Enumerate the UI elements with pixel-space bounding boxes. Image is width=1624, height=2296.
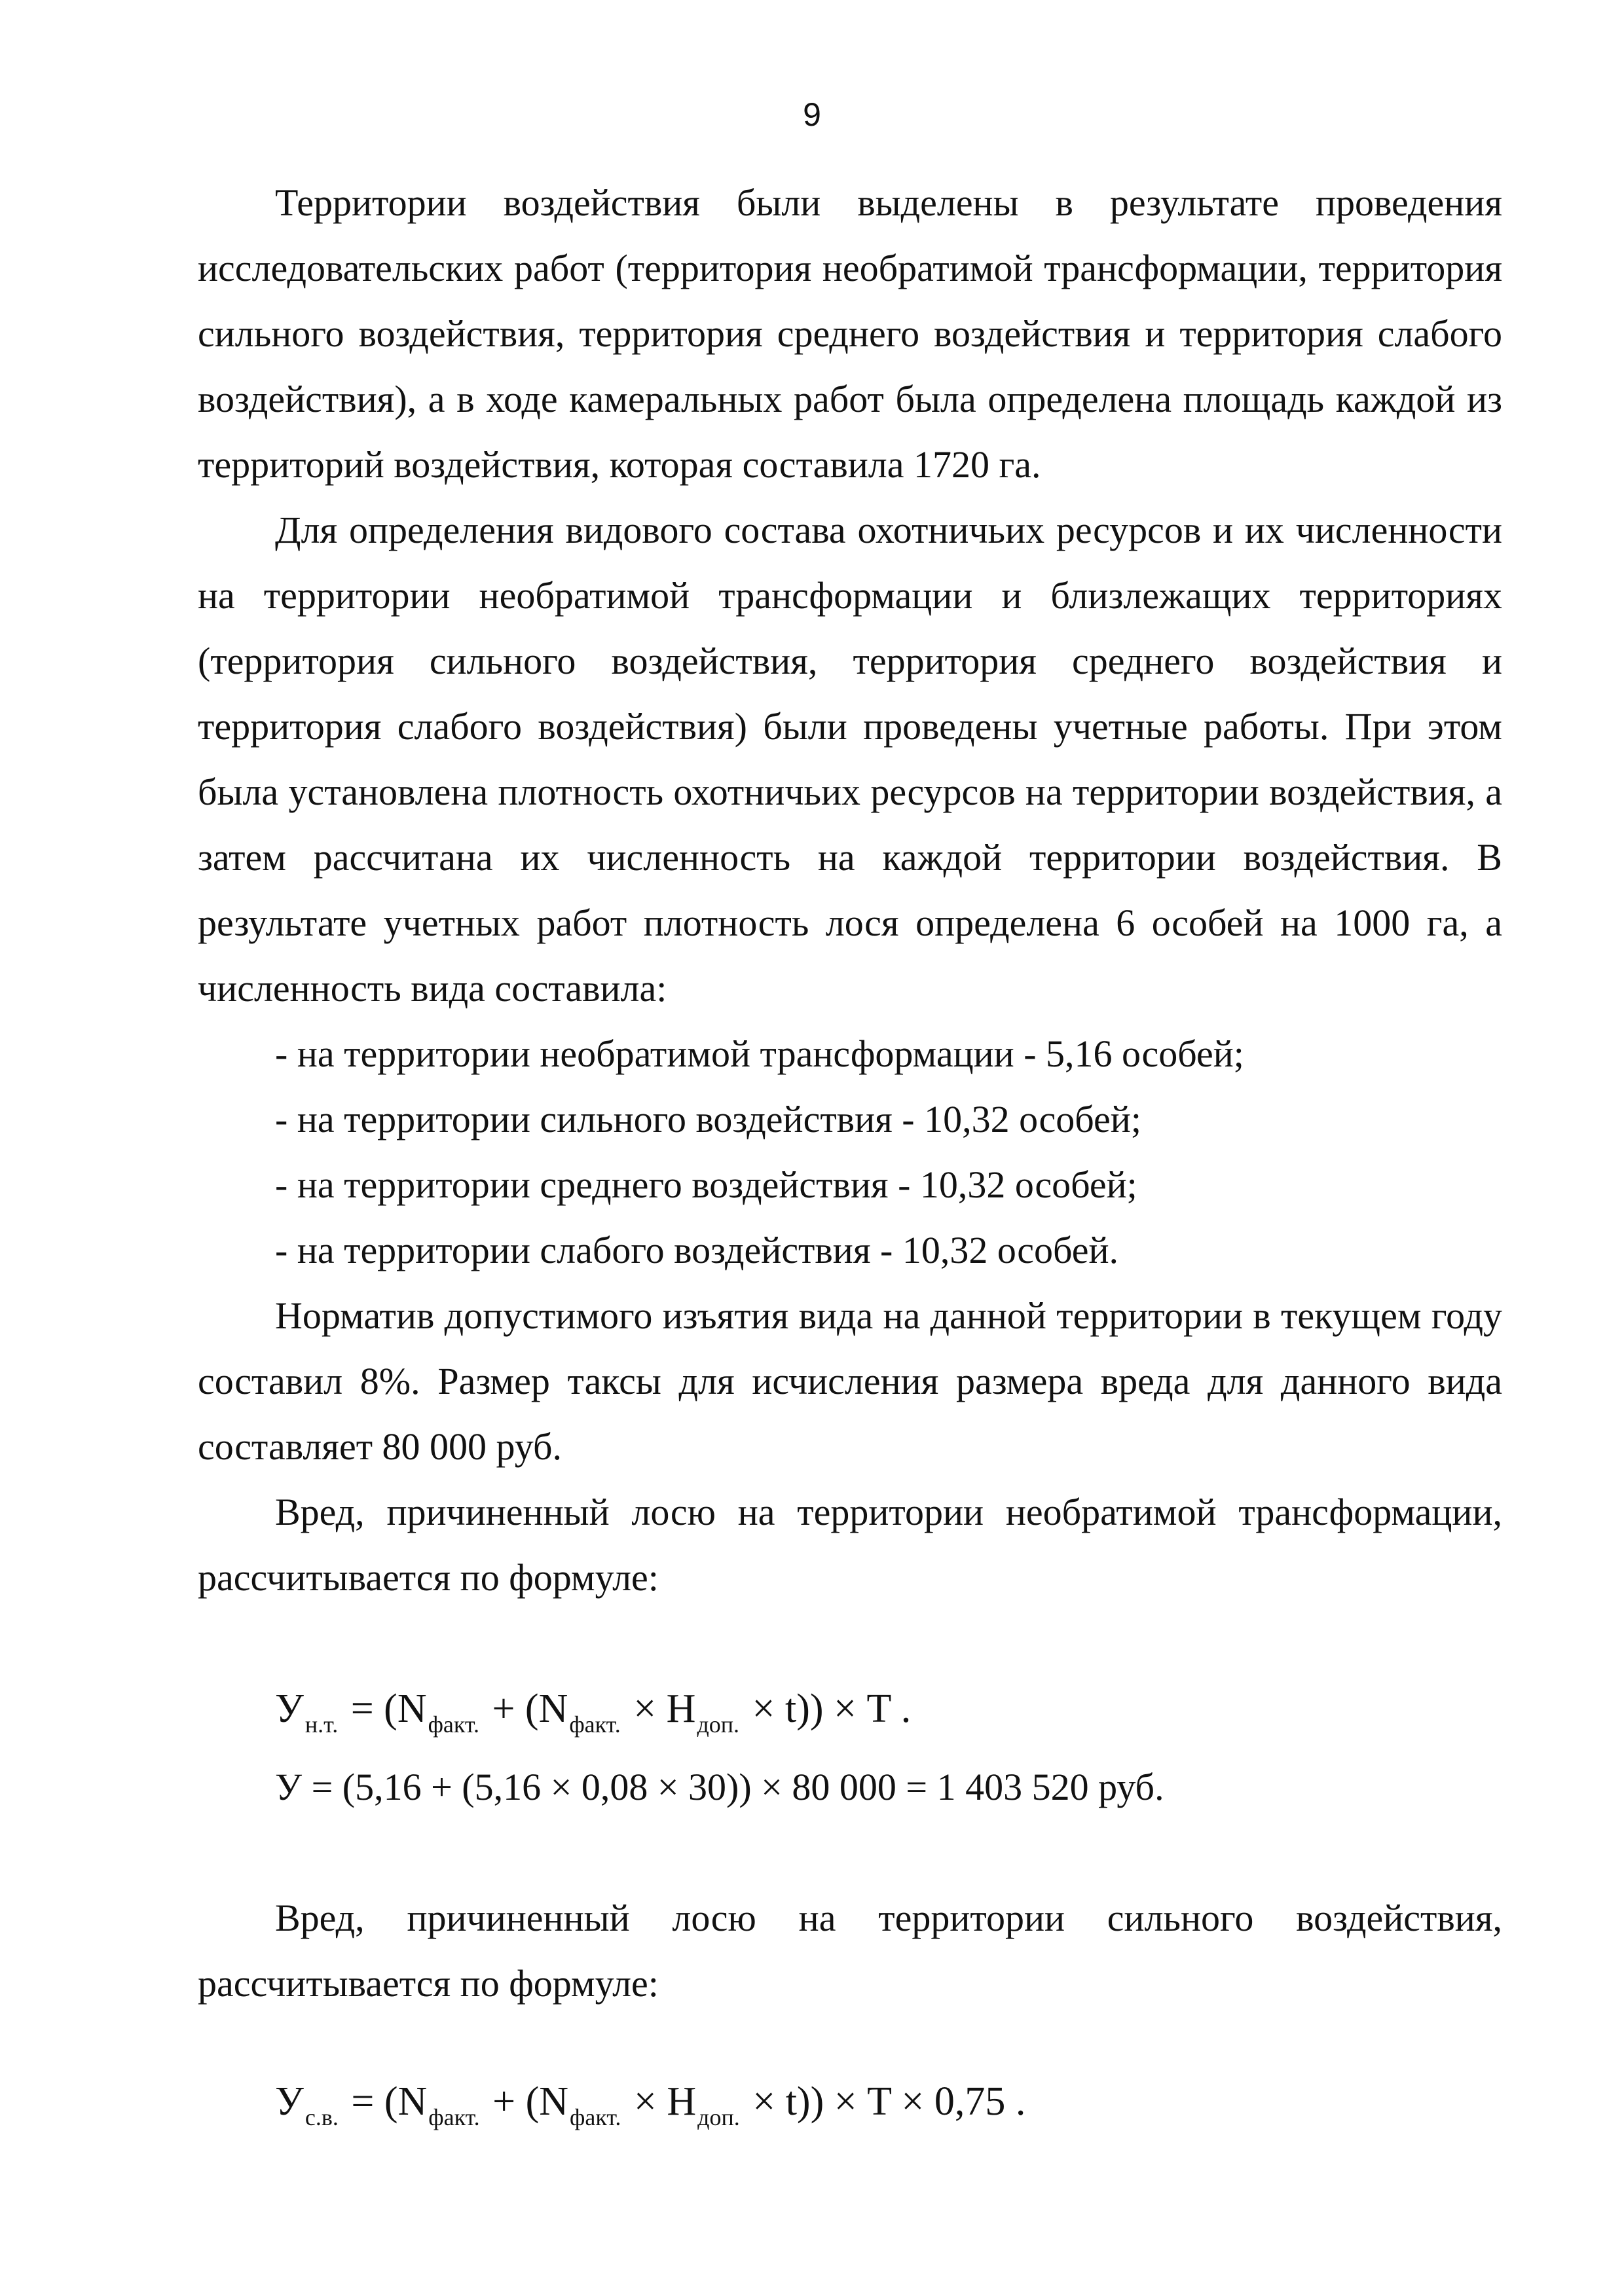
formula-irreversible <box>275 1683 912 1738</box>
list-item-strong: - на территории сильного воздействия - 10,32 особей; <box>275 1098 1141 1140</box>
paragraph-survey-works: Для определения видового состава охотничьих ресурсов и их численности на территории необратимой трансформации и близлежащих территориях (территория сильного воздействия, территория среднего воздействия и территория слабого воздействия) были проведены учетные работы. При этом была установлена плотность охотничьих ресурсов на территории воздействия, а затем рассчитана их численность на каждой территории воздействия. В результате учетных работ плотность лося определена 6 особей на 1000 га, а численность вида составила: <box>198 509 1502 1010</box>
list-item-weak: - на территории слабого воздействия - 10,32 особей. <box>275 1229 1119 1271</box>
body-text-lower <box>198 1886 1502 2016</box>
formula-subscript: факт. <box>428 1711 479 1738</box>
formula-subscript: факт. <box>570 2104 621 2130</box>
paragraph-damage-irreversible: Вред, причиненный лосю на территории необратимой трансформации, рассчитывается по формуле: <box>198 1491 1502 1599</box>
formula-subscript: факт. <box>569 1711 621 1738</box>
formula-subscript: н.т. <box>304 1711 339 1738</box>
formula-subscript: доп. <box>697 2104 740 2130</box>
formula-part: = (N <box>341 1686 427 1731</box>
formula-subscript: доп. <box>697 1711 740 1738</box>
formula-part: × H <box>623 1686 696 1731</box>
formula-part: + (N <box>482 2079 569 2124</box>
formula-symbol: У <box>275 1686 304 1731</box>
body-text-upper <box>198 170 1502 1611</box>
paragraph-impact-territories: Территории воздействия были выделены в результате проведения исследовательских работ (территория необратимой трансформации, территория сильного воздействия, территория среднего воздействия и территория слабого воздействия), а в ходе камеральных работ была определена площадь каждой из территорий воздействия, которая составила 1720 га. <box>198 181 1502 486</box>
formula-part: × t)) × T . <box>742 1686 912 1731</box>
formula-part: × t)) × T × 0,75 . <box>742 2079 1026 2124</box>
calculation-irreversible: У = (5,16 + (5,16 × 0,08 × 30)) × 80 000 = 1 403 520 руб. <box>275 1766 1164 1808</box>
list-item-irreversible: - на территории необратимой трансформации - 5,16 особей; <box>275 1032 1244 1075</box>
formula-subscript: факт. <box>428 2104 480 2130</box>
formula-part: = (N <box>341 2079 428 2124</box>
page-number: 9 <box>803 96 821 133</box>
formula-part: + (N <box>481 1686 568 1731</box>
formula-part: × H <box>623 2079 697 2124</box>
paragraph-norm-tax: Норматив допустимого изъятия вида на данной территории в текущем году составил 8%. Размер таксы для исчисления размера вреда для данного вида составляет 80 000 руб. <box>198 1294 1502 1468</box>
formula-strong <box>275 2075 1025 2128</box>
list-item-medium: - на территории среднего воздействия - 10,32 особей; <box>275 1163 1137 1206</box>
formula-subscript: с.в. <box>304 2104 339 2130</box>
formula-symbol: У <box>275 2079 304 2124</box>
paragraph-damage-strong: Вред, причиненный лосю на территории сильного воздействия, рассчитывается по формуле: <box>198 1897 1502 2005</box>
